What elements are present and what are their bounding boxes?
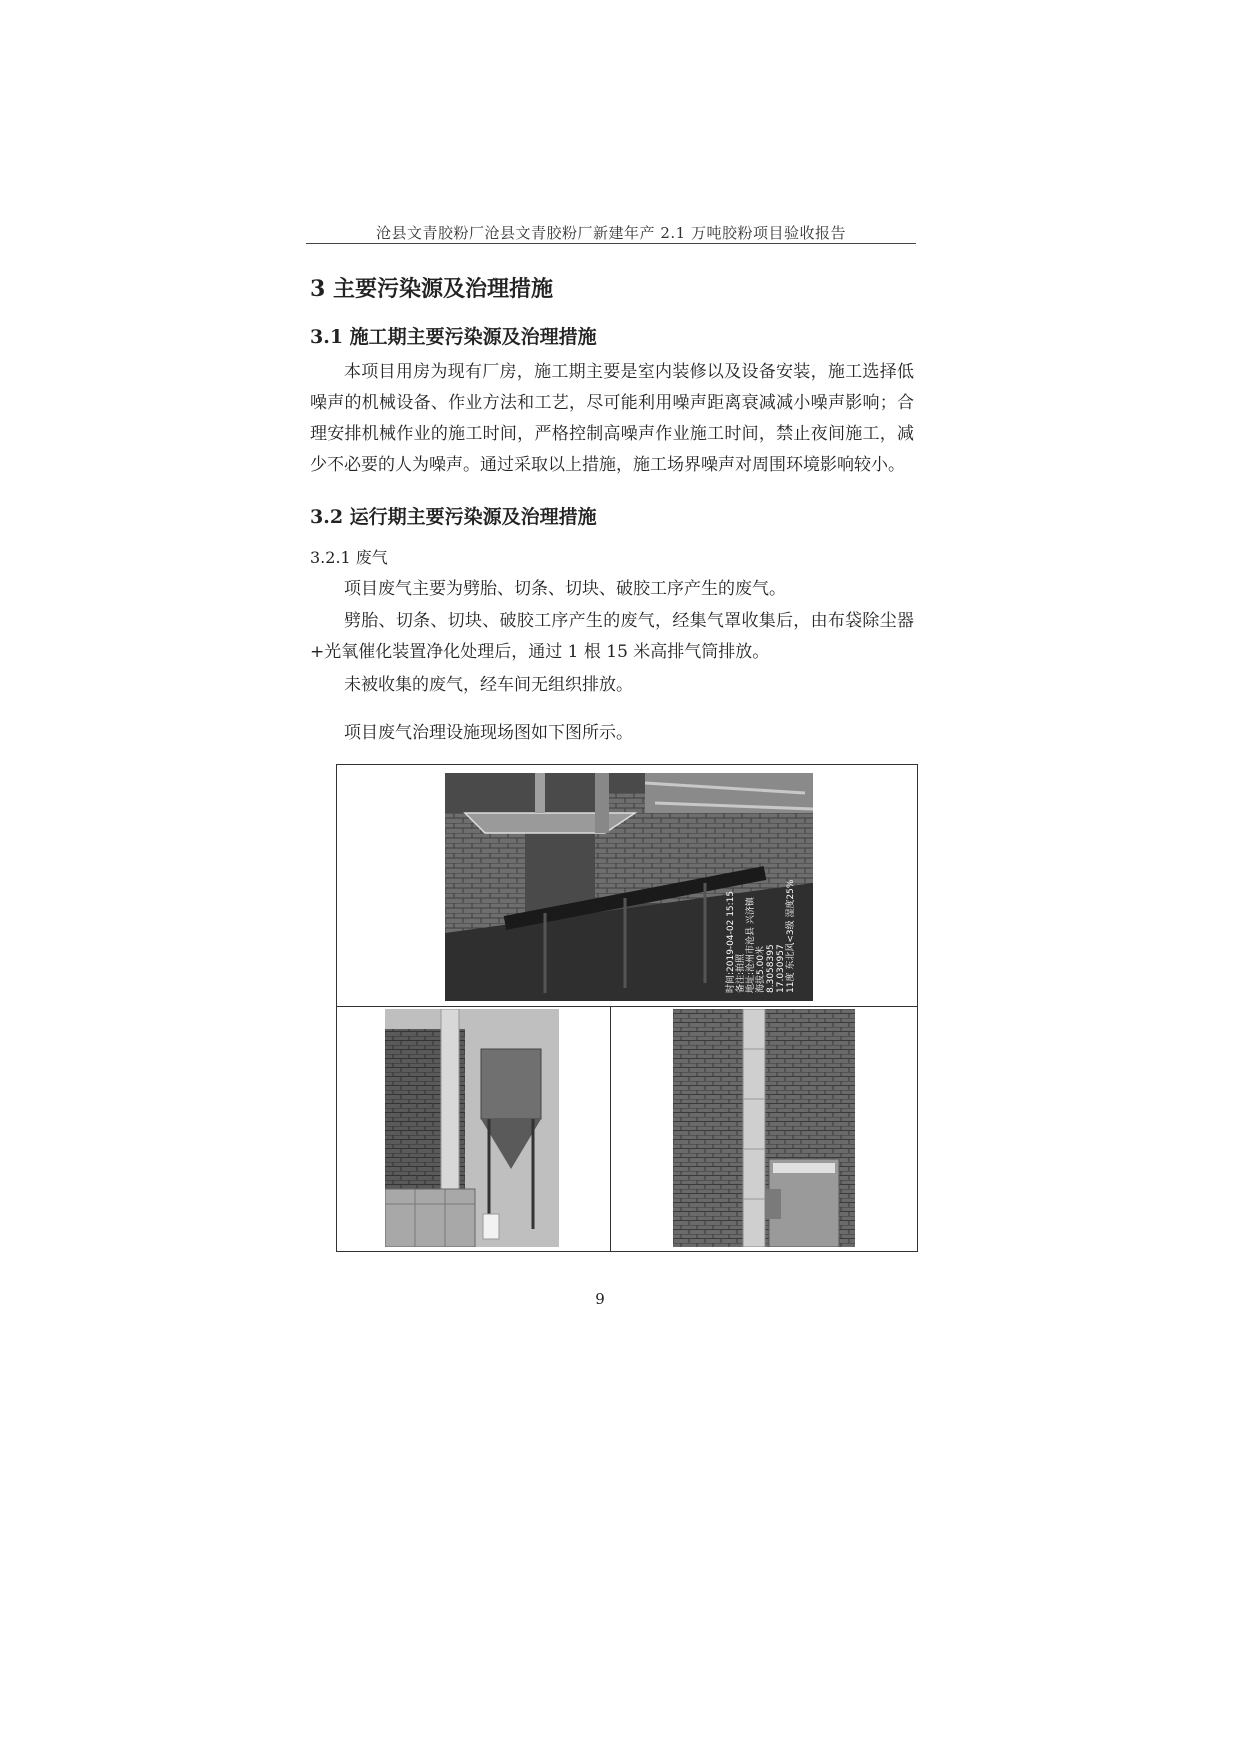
- paragraph-exhaust-sources: 项目废气主要为劈胎、切条、切块、破胶工序产生的废气。: [344, 579, 786, 599]
- photo-bag-filter-dust-collector: [385, 1009, 559, 1247]
- section-3-1-paragraph: 本项目用房为现有厂房，施工期主要是室内装修以及设备安装，施工选择低噪声的机械设备、作业方法和工艺，尽可能利用噪声距离衰减减小噪声影响；合理安排机械作业的施工时间，严格控制高噪声作业施工时间，禁止夜间施工，减少不必要的人为噪声。通过采取以上措施，施工场界噪声对周围环境影响较小。: [310, 362, 914, 475]
- svg-text:8.3058395: 8.3058395: [766, 944, 776, 993]
- svg-text:备注:拍照: 备注:拍照: [736, 953, 746, 993]
- paragraph-fugitive-emission: 未被收集的废气，经车间无组织排放。: [344, 675, 633, 695]
- figure-row-top: [337, 765, 917, 1007]
- section-3-2-title: 3.2 运行期主要污染源及治理措施: [310, 506, 597, 528]
- svg-text:海拔5.00米: 海拔5.00米: [756, 945, 766, 993]
- running-header: 沧县文青胶粉厂沧县文青胶粉厂新建年产 2.1 万吨胶粉项目验收报告: [376, 224, 846, 242]
- paragraph-figure-intro: 项目废气治理设施现场图如下图所示。: [344, 723, 633, 743]
- photo-gas-collection-hoods: [445, 773, 813, 1001]
- photo-exhaust-stack-photo-oxidation-unit: [673, 1009, 855, 1247]
- svg-text:17.030957: 17.030957: [776, 944, 786, 993]
- paragraph-exhaust-treatment: 劈胎、切条、切块、破胶工序产生的废气，经集气罩收集后，由布袋除尘器+光氧催化装置净化处理后，通过 1 根 15 米高排气筒排放。: [310, 611, 914, 662]
- svg-text:地址:沧州市沧县 兴济镇: 地址:沧州市沧县 兴济镇: [746, 897, 756, 993]
- section-3-1-title: 3.1 施工期主要污染源及治理措施: [310, 326, 597, 348]
- figure-row-bottom-left: [337, 1007, 611, 1251]
- section-3-2-1-title: 3.2.1 废气: [310, 548, 388, 567]
- svg-text:时间:2019-04-02 15:15: 时间:2019-04-02 15:15: [726, 890, 736, 993]
- section-3-title: 3 主要污染源及治理措施: [310, 276, 553, 302]
- header-divider: [306, 243, 916, 244]
- page-number: 9: [595, 1290, 605, 1308]
- photo-figure-table: [336, 764, 918, 1252]
- figure-row-bottom-right: [611, 1007, 917, 1251]
- svg-text:11度 东北风<3级 湿度25%: 11度 东北风<3级 湿度25%: [786, 879, 796, 993]
